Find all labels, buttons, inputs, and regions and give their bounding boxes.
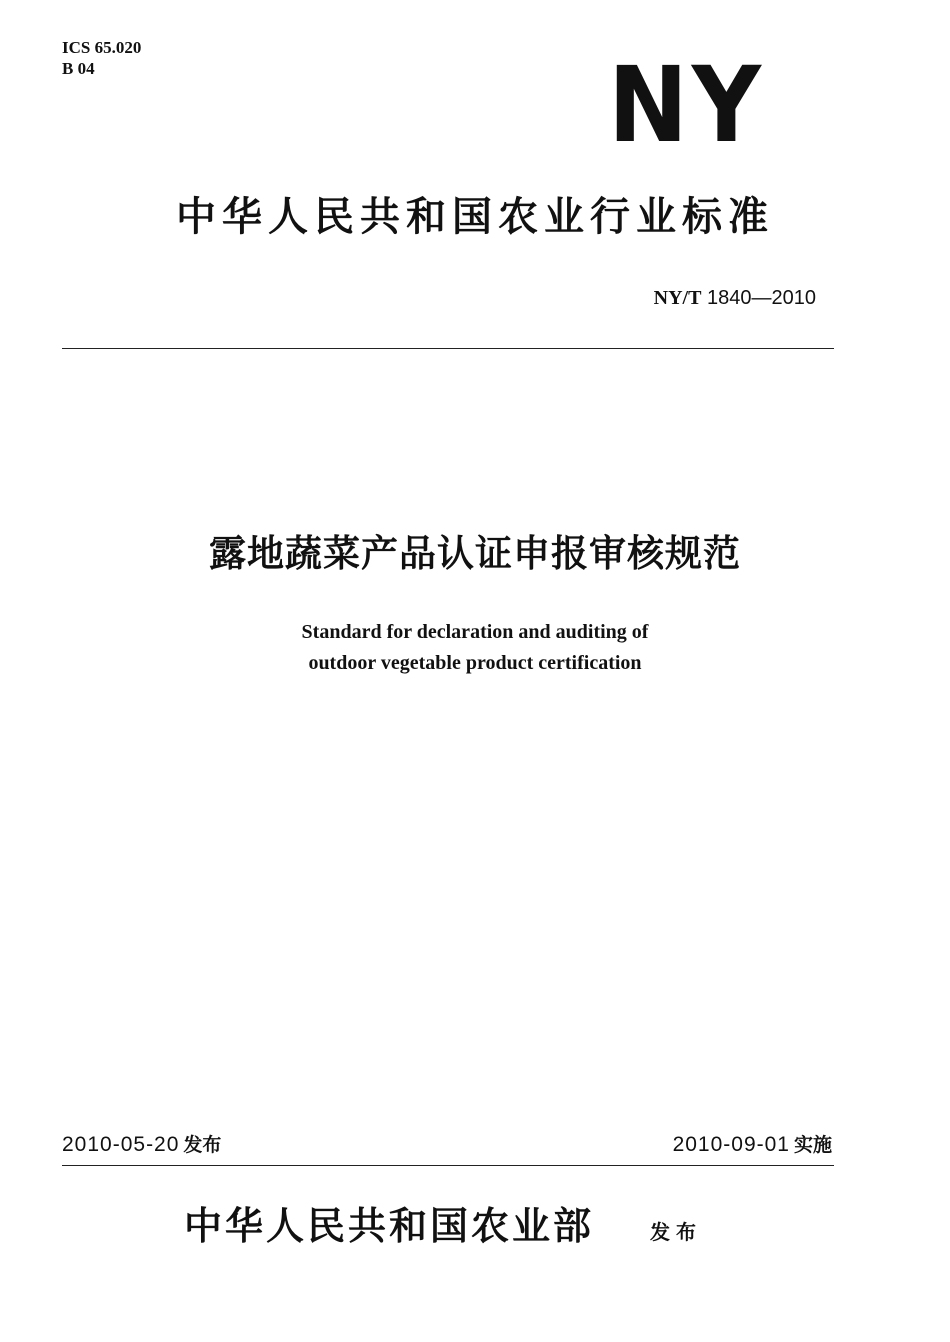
issue-label: 发布 [183,1134,222,1156]
standard-number-value: 1840—2010 [707,287,816,309]
ny-logo: NY [608,44,765,166]
top-divider [62,348,834,349]
implementation-date-block [673,1130,832,1159]
standard-number-prefix: NY/T [653,287,702,309]
ics-code: ICS 65.020 [62,38,142,57]
title-chinese: 露地蔬菜产品认证申报审核规范 [209,532,741,575]
implementation-date: 2010-09-01 [672,1133,790,1156]
implementation-label: 实施 [793,1134,832,1156]
publish-label: 发布 [650,1220,702,1244]
title-english-line-1: Standard for declaration and auditing of [301,621,649,643]
bottom-divider [62,1165,834,1166]
ccs-code: B 04 [62,59,95,78]
title-english [0,617,950,679]
title-english-line-2: outdoor vegetable product certification [308,652,642,674]
issue-date: 2010-05-20 [62,1133,180,1156]
standard-number [654,286,816,310]
issue-date-block [62,1130,221,1159]
publisher: 中华人民共和国农业部 [184,1203,595,1248]
organization-header: 中华人民共和国农业行业标准 [176,194,774,240]
